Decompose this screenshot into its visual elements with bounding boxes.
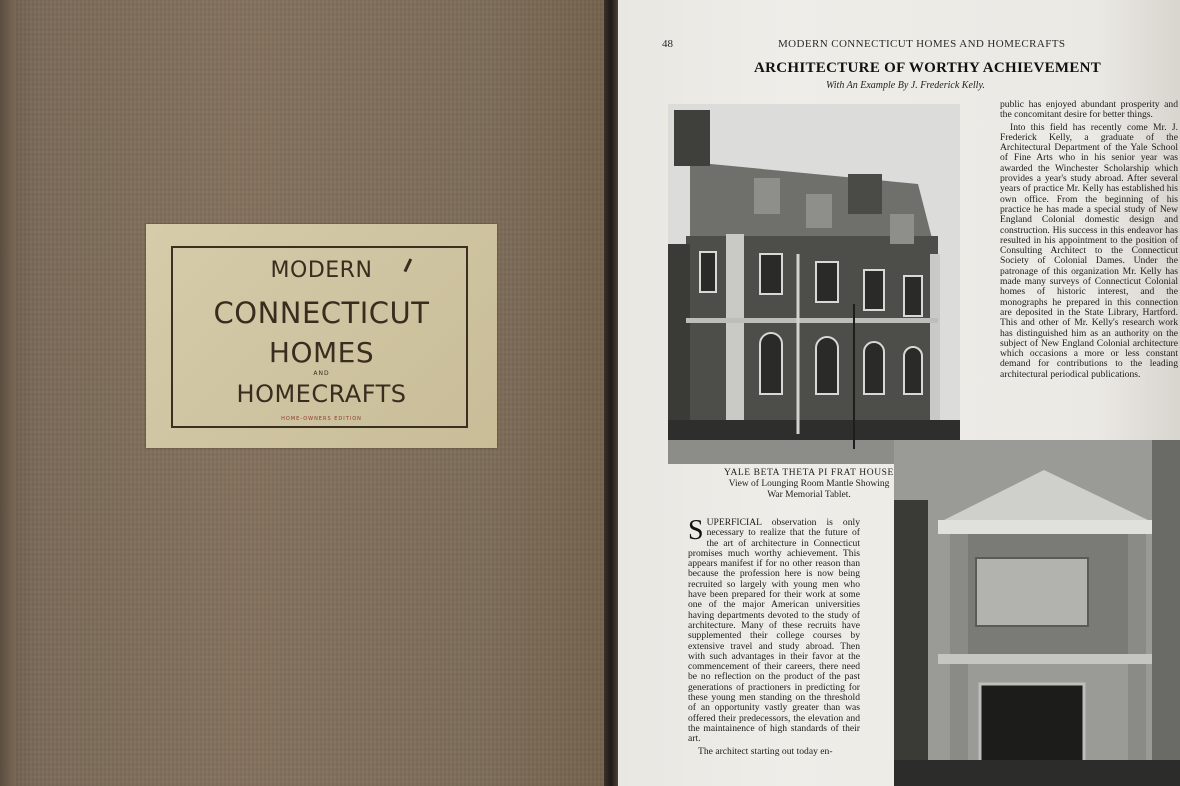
left-col-paragraph-1-text: UPERFICIAL observation is only necessary to realize that the future of the art of architecture in Connecticut promises much worthy achievement. This appears manifest if for no other reason than because the profession here is now being recruited so largely with young men who have been prepared for their work at some one of the major American universities having departments devoted to the study of architecture. Many of these recruits have supplemented their college courses by extensive travel and study abroad. Then with such advantages in their favor at the commencement of their careers, there need be no reflection on the product of the past generations of practioners in predicting for these young men standing on the threshold of an opportunity vastly greater than was offered their predecessors, the elevation and the maintainence of high standards of their art. bbox=[688, 518, 860, 745]
right-col-paragraph-1: public has enjoyed abundant prosperity and the concomitant desire for better things. bbox=[1000, 100, 1178, 121]
cover-title-homecrafts: HOMECRAFTS bbox=[236, 380, 407, 408]
cover-title-modern: MODERN bbox=[270, 258, 373, 283]
photo-caption-title: YALE BETA THETA PI FRAT HOUSE bbox=[724, 468, 894, 478]
left-col-paragraph-1 bbox=[688, 518, 860, 745]
house-illustration bbox=[668, 104, 960, 464]
page-number: 48 bbox=[662, 38, 673, 50]
right-col-paragraph-2: Into this field has recently come Mr. J. Frederick Kelly, a graduate of the Architectural Department of the Yale School of Fine Arts who in his senior year was awarded the Winchester Scholarship which provides a year's study abroad. After several years of practice Mr. Kelly has established his own office. From the beginning of his practice he has made a special study of New England Colonial domestic design and construction. His success in this endeavor has resulted in his appointment to the position of Consulting Architect to the Connecticut Society of Colonial Dames. Under the patronage of this organization Mr. Kelly has made many surveys of Connecticut Colonial homes of historic interest, and the monographs he prepared in this connection are deposited in the State Library, Hartford. This and other of Mr. Kelly's research work has distinguished him as an authority on the subject of New England Colonial architecture which occasions a more or less constant demand for contributions to the leading architectural periodical publications. bbox=[1000, 121, 1178, 380]
cover-spine-edge bbox=[0, 0, 16, 786]
article-byline: With An Example By J. Frederick Kelly. bbox=[826, 80, 985, 91]
drop-cap: S bbox=[688, 518, 704, 546]
photo-caption-line3: War Memorial Tablet. bbox=[767, 490, 851, 500]
article-title: ARCHITECTURE OF WORTHY ACHIEVEMENT bbox=[754, 60, 1102, 76]
cover-title-homes: HOMES bbox=[268, 336, 375, 369]
cover-title-label bbox=[146, 224, 497, 448]
page-gutter bbox=[604, 0, 618, 786]
right-text-column bbox=[1000, 100, 1178, 430]
mantle-photo bbox=[894, 440, 1180, 786]
cover-title-connecticut: CONNECTICUT bbox=[213, 296, 430, 330]
photo-caption-line2: View of Lounging Room Mantle Showing bbox=[728, 479, 890, 489]
cover-title-and: AND bbox=[313, 370, 330, 377]
left-text-column bbox=[688, 518, 860, 786]
house-photo bbox=[668, 104, 960, 464]
mantle-illustration bbox=[894, 440, 1180, 786]
running-head: MODERN CONNECTICUT HOMES AND HOMECRAFTS bbox=[778, 38, 1066, 50]
cover-edition: HOME-OWNERS EDITION bbox=[281, 416, 362, 422]
magazine-page bbox=[618, 0, 1180, 786]
left-col-paragraph-2: The architect starting out today en- bbox=[698, 745, 833, 757]
